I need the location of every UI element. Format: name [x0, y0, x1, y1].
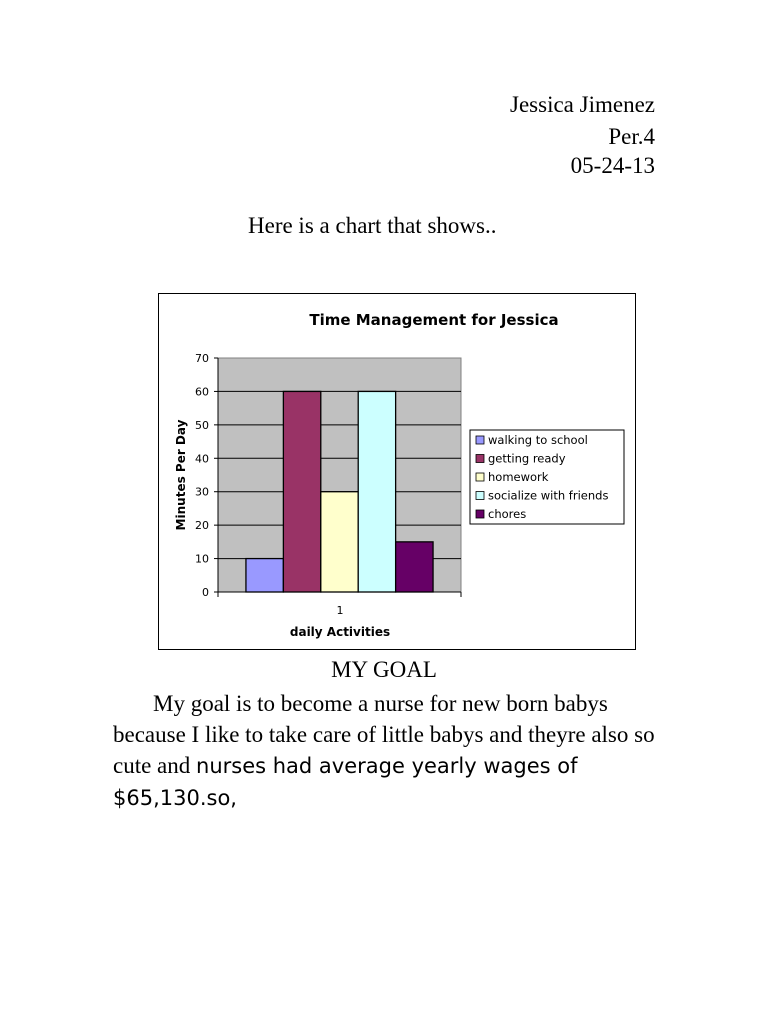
bar-socialize-with-friends: [358, 391, 395, 592]
y-tick-label: 0: [202, 586, 209, 599]
y-tick-label: 10: [195, 552, 209, 566]
goal-text-serif: My goal is to become a nurse for new born babys because I like to take care of little babys and theyre also so cute and: [113, 691, 655, 778]
intro-text: Here is a chart that shows..: [248, 213, 497, 238]
legend-swatch: [476, 473, 484, 481]
y-tick-label: 50: [195, 418, 209, 432]
x-category-label: 1: [336, 604, 344, 617]
legend-swatch: [476, 436, 484, 444]
y-tick-label: 60: [195, 385, 209, 399]
y-axis-label: Minutes Per Day: [174, 419, 188, 531]
y-tick-label: 30: [195, 485, 209, 499]
y-tick-label: 70: [195, 352, 209, 365]
chart-svg: [159, 294, 637, 651]
legend-swatch: [476, 455, 484, 463]
legend-label: walking to school: [488, 433, 588, 447]
y-tick-label: 40: [195, 452, 209, 466]
legend-swatch: [476, 492, 484, 500]
chart-legend: [470, 430, 624, 524]
goal-text-sans: nurses had average yearly wages of $65,130.so,: [113, 754, 578, 810]
time-management-chart: [158, 293, 636, 650]
author-name: Jessica Jimenez: [510, 92, 655, 117]
legend-label: socialize with friends: [488, 488, 609, 503]
bar-chores: [396, 542, 433, 592]
legend-label: homework: [488, 470, 549, 484]
legend-label: getting ready: [488, 451, 566, 466]
document-date: 05-24-13: [570, 153, 655, 178]
legend-swatch: [476, 510, 484, 518]
class-period: Per.4: [608, 124, 655, 149]
bar-walking-to-school: [246, 559, 283, 592]
bar-getting-ready: [283, 391, 320, 592]
bar-homework: [321, 492, 358, 592]
x-axis-label: daily Activities: [289, 625, 391, 639]
chart-title: Time Management for Jessica: [309, 311, 559, 329]
goal-paragraph: [113, 688, 673, 814]
legend-label: chores: [488, 507, 527, 521]
goal-title: MY GOAL: [331, 657, 437, 682]
y-tick-label: 20: [195, 519, 209, 533]
